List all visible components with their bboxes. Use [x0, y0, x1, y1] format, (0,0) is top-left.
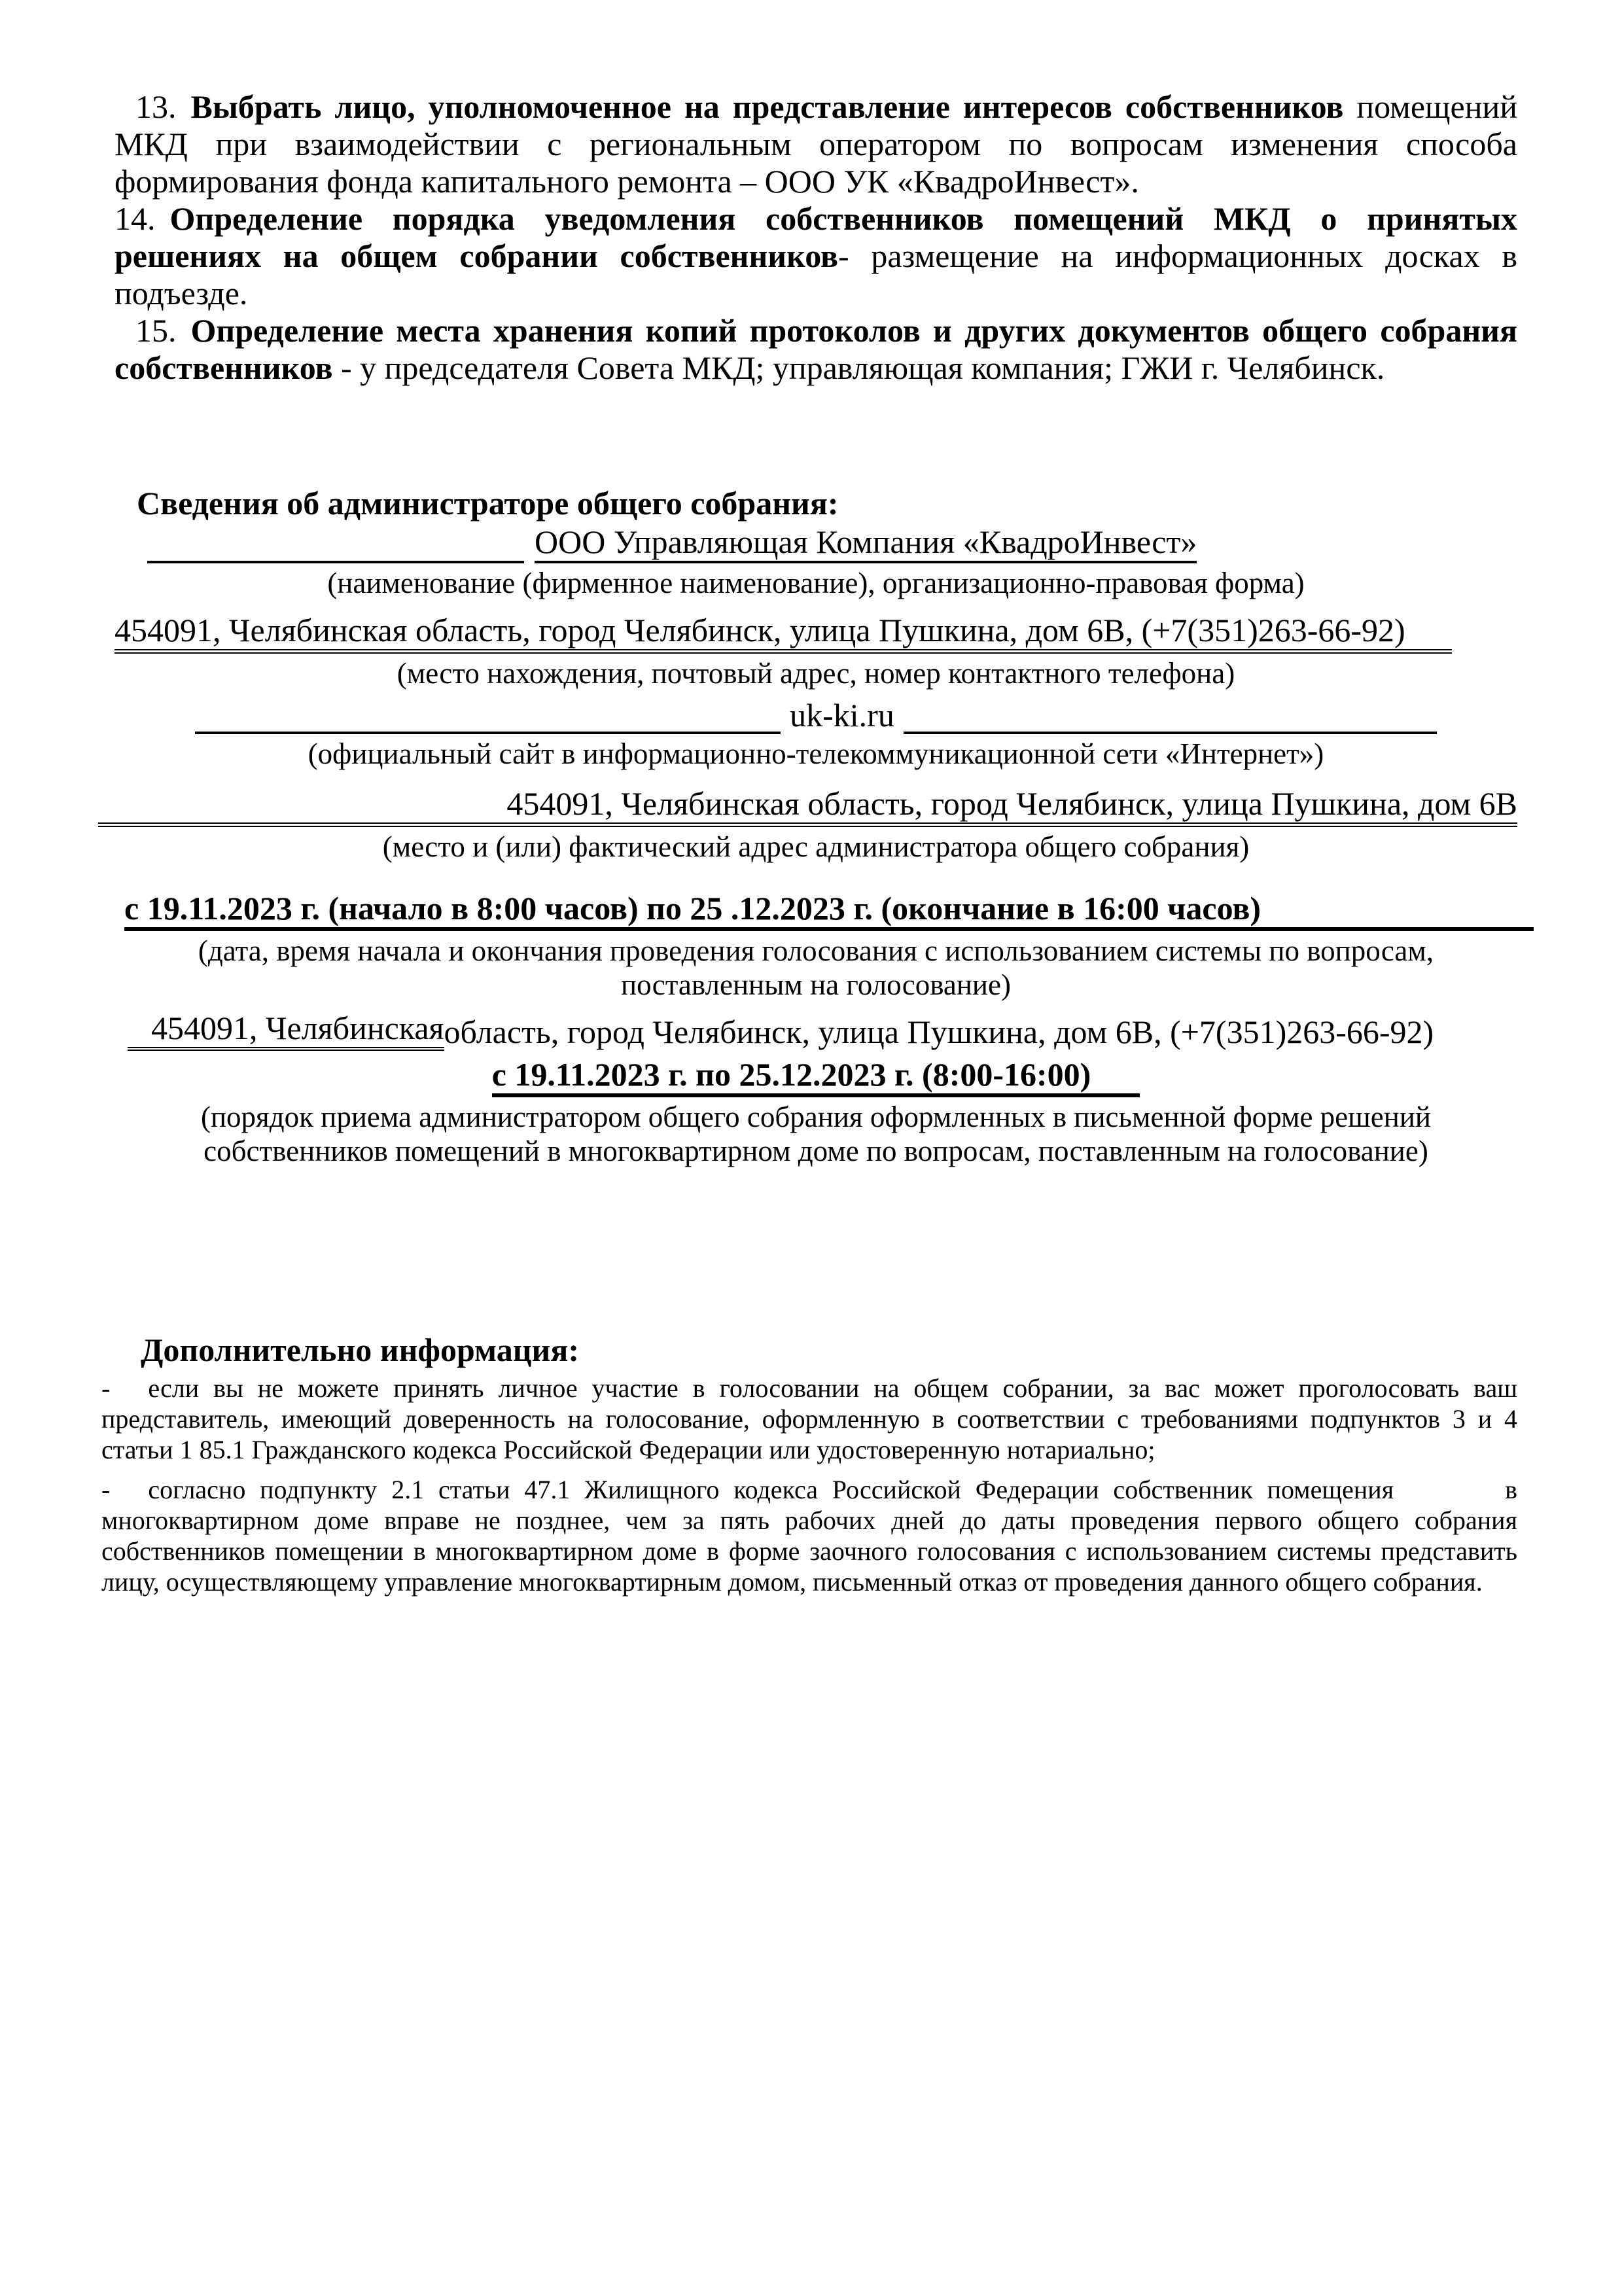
admin-location-caption: (место нахождения, почтовый адрес, номер контактного телефона): [397, 657, 1235, 690]
admin-name-value: ООО Управляющая Компания «КвадроИнвест»: [535, 523, 1197, 563]
agenda-item-13-title: Выбрать лицо, уполномоченное на представление интересов собственников: [190, 88, 1344, 125]
blank-underline-segment: [147, 561, 524, 563]
agenda-item-13-text: помещений МКД при взаимодействии с региональным оператором по вопросам изменения способа формирования фонда капитального ремонта – ООО УК «КвадроИнвест».: [115, 88, 1517, 200]
admin-address-caption: (место и (или) фактический адрес администратора общего собрания): [382, 830, 1250, 863]
admin-address-field: [98, 785, 1517, 827]
bullet-dash: -: [101, 1373, 111, 1403]
agenda-item-13-number: 13.: [135, 88, 177, 125]
admin-website-value: uk-ki.ru: [790, 697, 894, 733]
admin-name-field: [147, 523, 1517, 563]
voting-period-field: [124, 890, 1534, 931]
additional-bullet-1-text: если вы не можете принять личное участие в голосовании на общем собрании, за вас может проголосовать ваш представитель, имеющий доверенность на голосование, оформленную в соответствии с требованиями подпунктов 3 и 4 статьи 1 85.1 Гражданского кодекса Российской Федерации или удостоверенную нотариально;: [101, 1373, 1517, 1464]
additional-bullet-2-text-part2: в многоквартирном доме вправе не позднее, чем за пять рабочих дней до даты проведения первого общего собрания собственников помещении в многоквартирном доме в форме заочного голосования с использованием системы представить лицу, осуществляющему управление многоквартирным домом, письменный отказ от проведения данного общего собрания.: [101, 1475, 1517, 1597]
delivery-period-caption: (порядок приема администратором общего собрания оформленных в письменной форме решений собственников помещений в многоквартирном доме по вопросам, поставленным на голосование): [200, 1101, 1432, 1167]
admin-website-caption: (официальный сайт в информационно-телекоммуникационной сети «Интернет»): [308, 737, 1324, 770]
bullet-dash: -: [101, 1475, 111, 1504]
agenda-item-15-title: Определение места хранения копий протоколов и других документов общего собрания собственников: [115, 312, 1517, 386]
decision-delivery-period-field: [115, 1056, 1517, 1097]
admin-address-value: 454091, Челябинская область, город Челябинск, улица Пушкина, дом 6В: [506, 785, 1517, 822]
admin-name-caption: (наименование (фирменное наименование), организационно-правовая форма): [327, 567, 1305, 599]
voting-period-value: с 19.11.2023 г. (начало в 8:00 часов) по 25 .12.2023 г. (окончание в 16:00 часов): [124, 890, 1261, 931]
blank-underline-segment: [1091, 1093, 1140, 1097]
agenda-item-15-text: - у председателя Совета МКД; управляющая компания; ГЖИ г. Челябинск.: [332, 349, 1385, 386]
agenda-item-15-number: 15.: [135, 312, 177, 349]
blank-underline-segment: [904, 732, 1437, 734]
delivery-address-underlined-part: 454091, Челябинская: [151, 1010, 444, 1051]
additional-info-heading: Дополнительно информация:: [141, 1332, 580, 1368]
agenda-item-15: [115, 312, 1517, 387]
additional-bullet-2-text-part1: согласно подпункту 2.1 статьи 47.1 Жилищного кодекса Российской Федерации собственник помещения: [148, 1475, 1394, 1504]
additional-bullet-2: [101, 1474, 1517, 1597]
delivery-period-value: с 19.11.2023 г. по 25.12.2023 г. (8:00-16:00): [492, 1056, 1091, 1097]
voting-period-caption: (дата, время начала и окончания проведения голосования с использованием системы по вопросам, поставленным на голосование): [198, 934, 1434, 1001]
delivery-address-rest: область, город Челябинск, улица Пушкина, дом 6В, (+7(351)263-66-92): [444, 1014, 1434, 1050]
blank-underline-segment: [195, 732, 781, 734]
additional-bullet-1: [101, 1373, 1517, 1465]
admin-location-field: [115, 612, 1452, 654]
admin-location-value: 454091, Челябинская область, город Челябинск, улица Пушкина, дом 6В, (+7(351)263-66-92): [115, 612, 1405, 648]
agenda-item-14-text: - размещение на информационных досках в подъезде.: [115, 238, 1517, 311]
decision-delivery-address-field: [128, 1010, 1517, 1051]
agenda-item-13: [115, 88, 1517, 200]
agenda-item-14: [115, 200, 1517, 312]
admin-section-heading: Сведения об администраторе общего собрания:: [137, 485, 839, 521]
agenda-item-14-number: 14.: [115, 200, 156, 237]
blank-underline-segment: [128, 1047, 151, 1051]
blank-underline-segment: [1261, 927, 1534, 931]
agenda-item-14-title: Определение порядка уведомления собственников помещений МКД о принятых решениях на общем собрании собственников: [115, 200, 1517, 274]
admin-website-field: [115, 697, 1517, 734]
